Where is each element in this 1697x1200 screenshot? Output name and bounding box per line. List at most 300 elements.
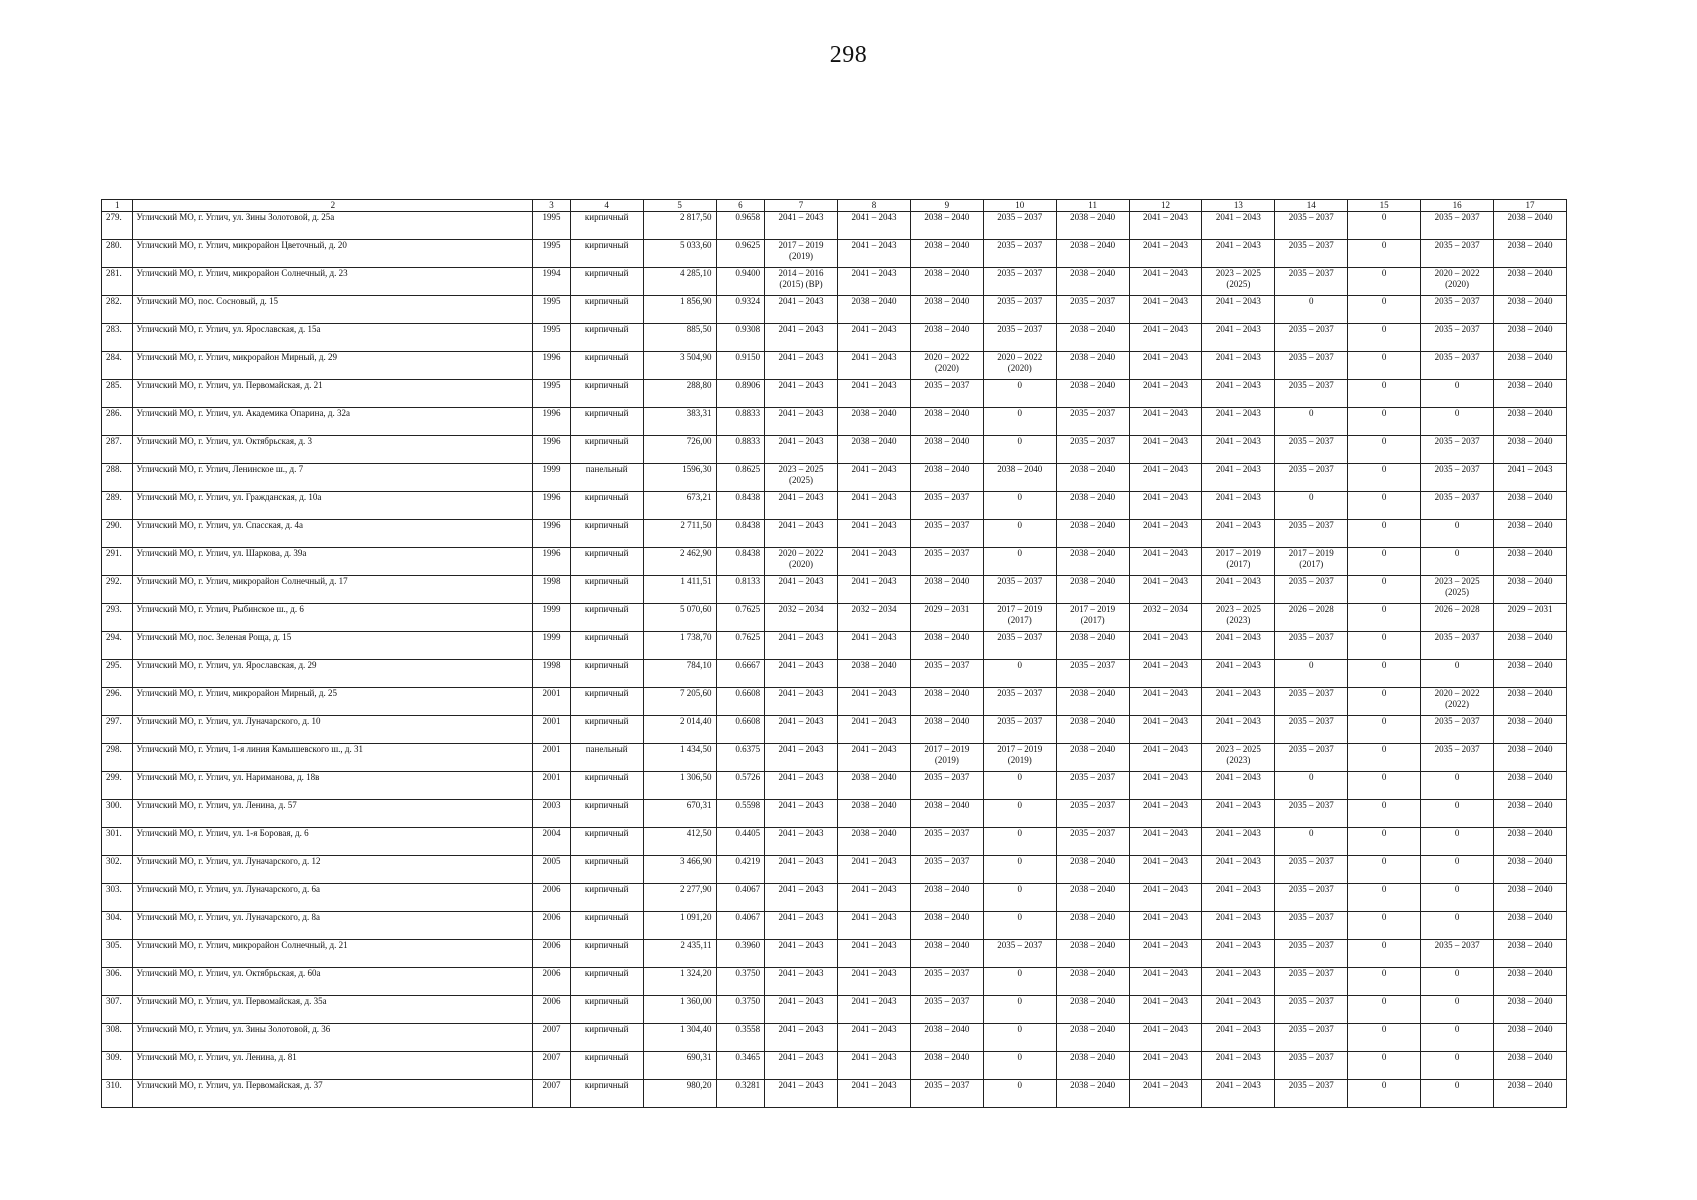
cell-line: (2017) xyxy=(1080,615,1105,625)
table-cell: 2038 – 2040 xyxy=(1056,548,1129,576)
address-cell: Угличский МО, г. Углич, ул. Ярославская, д. 15а xyxy=(133,324,533,352)
table-cell: 2041 – 2043 xyxy=(1129,324,1202,352)
table-cell: 2041 – 2043 xyxy=(1129,1024,1202,1052)
table-cell: 2041 – 2043 xyxy=(1202,520,1275,548)
table-cell: 0 xyxy=(1348,604,1421,632)
table-cell: 2038 – 2040 xyxy=(1494,576,1567,604)
address-cell: Угличский МО, г. Углич, 1-я линия Камышевского ш., д. 31 xyxy=(133,744,533,772)
table-cell: 2041 – 2043 xyxy=(838,492,911,520)
address-cell: Угличский МО, г. Углич, ул. Академика Опарина, д. 32а xyxy=(133,408,533,436)
address-cell: Угличский МО, г. Углич, ул. Луначарского, д. 8а xyxy=(133,912,533,940)
table-cell: 2041 – 2043 xyxy=(838,912,911,940)
address-cell: Угличский МО, г. Углич, ул. 1-я Боровая, д. 6 xyxy=(133,828,533,856)
table-cell: 2041 – 2043 xyxy=(1202,240,1275,268)
table-cell: 0 xyxy=(1348,940,1421,968)
table-cell: 2038 – 2040 xyxy=(1494,688,1567,716)
table-cell: 2041 – 2043 xyxy=(765,380,838,408)
table-cell: 1999 xyxy=(533,464,570,492)
column-number-cell: 4 xyxy=(570,200,643,212)
cell-line: (2017) xyxy=(1299,559,1324,569)
table-cell: 2032 – 2034 xyxy=(838,604,911,632)
table-cell: 2035 – 2037 xyxy=(983,268,1056,296)
table-cell: 0 xyxy=(1421,772,1494,800)
repair-schedule-table xyxy=(101,199,1567,1108)
table-cell: 0 xyxy=(1421,660,1494,688)
table-cell: 2041 – 2043 xyxy=(1129,996,1202,1024)
table-cell: 2038 – 2040 xyxy=(910,240,983,268)
table-cell: 2041 – 2043 xyxy=(1129,716,1202,744)
table-cell: 2041 – 2043 xyxy=(1129,240,1202,268)
table-cell: 2035 – 2037 xyxy=(983,940,1056,968)
cell-line: (2019) xyxy=(789,251,814,261)
table-row xyxy=(102,352,1567,380)
table-row xyxy=(102,548,1567,576)
table-cell: 0.6608 xyxy=(716,688,765,716)
table-cell: 2041 – 2043 xyxy=(765,352,838,380)
table-cell xyxy=(765,240,838,268)
table-cell: 2041 – 2043 xyxy=(838,1052,911,1080)
table-cell: 2041 – 2043 xyxy=(765,968,838,996)
table-cell: 2041 – 2043 xyxy=(1202,1080,1275,1108)
table-cell: 2007 xyxy=(533,1052,570,1080)
table-cell: 2041 – 2043 xyxy=(1129,520,1202,548)
table-cell: 2038 – 2040 xyxy=(1056,940,1129,968)
table-cell: 2041 – 2043 xyxy=(765,1052,838,1080)
table-cell: 2041 – 2043 xyxy=(765,716,838,744)
table-cell: 2041 – 2043 xyxy=(1202,1052,1275,1080)
cell-line: 2017 – 2019 xyxy=(1070,604,1116,614)
table-cell: 0.6667 xyxy=(716,660,765,688)
table-cell: 2041 – 2043 xyxy=(1129,380,1202,408)
table-cell: 2035 – 2037 xyxy=(1275,1080,1348,1108)
table-cell xyxy=(1275,548,1348,576)
table-cell: 0 xyxy=(1421,380,1494,408)
table-cell: 2041 – 2043 xyxy=(765,1024,838,1052)
column-number-cell: 16 xyxy=(1421,200,1494,212)
table-cell: 1 856,90 xyxy=(643,296,716,324)
table-cell: 0 xyxy=(1348,632,1421,660)
table-cell: 2035 – 2037 xyxy=(1421,240,1494,268)
table-cell: 2038 – 2040 xyxy=(1494,828,1567,856)
table-cell: 2035 – 2037 xyxy=(1421,492,1494,520)
table-cell: 1 306,50 xyxy=(643,772,716,800)
table-cell: 0 xyxy=(1348,492,1421,520)
cell-line: 2017 – 2019 xyxy=(1288,548,1334,558)
table-cell: 2035 – 2037 xyxy=(983,240,1056,268)
table-cell: 297. xyxy=(102,716,133,744)
table-cell: 2041 – 2043 xyxy=(838,464,911,492)
table-cell: 0 xyxy=(983,968,1056,996)
table-cell: 2007 xyxy=(533,1080,570,1108)
table-cell xyxy=(1421,576,1494,604)
table-cell: 2041 – 2043 xyxy=(765,688,838,716)
table-cell: 0 xyxy=(1421,996,1494,1024)
table-cell: 4 285,10 xyxy=(643,268,716,296)
table-cell: 2041 – 2043 xyxy=(1129,828,1202,856)
table-cell: 2041 – 2043 xyxy=(838,884,911,912)
table-cell: 0 xyxy=(1348,716,1421,744)
table-cell: 0.3558 xyxy=(716,1024,765,1052)
column-number-cell: 6 xyxy=(716,200,765,212)
table-cell: 0 xyxy=(983,912,1056,940)
table-cell xyxy=(1421,268,1494,296)
address-cell: Угличский МО, пос. Зеленая Роща, д. 15 xyxy=(133,632,533,660)
table-cell: 0 xyxy=(1348,688,1421,716)
table-cell: 2035 – 2037 xyxy=(910,548,983,576)
table-cell: 0 xyxy=(1348,884,1421,912)
table-cell: 2041 – 2043 xyxy=(765,492,838,520)
column-number-cell: 15 xyxy=(1348,200,1421,212)
table-cell: 2004 xyxy=(533,828,570,856)
table-row xyxy=(102,324,1567,352)
table-cell: 2038 – 2040 xyxy=(910,716,983,744)
table-cell: 2041 – 2043 xyxy=(1129,968,1202,996)
cell-line: (2025) xyxy=(1226,279,1251,289)
table-cell: 0 xyxy=(983,772,1056,800)
table-cell: 2038 – 2040 xyxy=(1494,408,1567,436)
table-cell: 2035 – 2037 xyxy=(910,828,983,856)
table-cell: 2035 – 2037 xyxy=(1421,716,1494,744)
column-number-cell: 10 xyxy=(983,200,1056,212)
table-cell: 2041 – 2043 xyxy=(1129,856,1202,884)
table-cell: 1 411,51 xyxy=(643,576,716,604)
cell-line: 2017 – 2019 xyxy=(778,240,824,250)
address-cell: Угличский МО, г. Углич, ул. Октябрьская, д. 60а xyxy=(133,968,533,996)
table-cell: 2038 – 2040 xyxy=(1056,268,1129,296)
table-cell: 0.9400 xyxy=(716,268,765,296)
table-cell: 2038 – 2040 xyxy=(1056,576,1129,604)
table-cell: 2006 xyxy=(533,940,570,968)
table-cell: 0 xyxy=(1348,520,1421,548)
table-cell xyxy=(1202,548,1275,576)
table-cell: 2035 – 2037 xyxy=(1275,352,1348,380)
table-cell: 2035 – 2037 xyxy=(983,632,1056,660)
table-cell: кирпичный xyxy=(570,800,643,828)
table-cell: кирпичный xyxy=(570,212,643,240)
column-number-cell: 1 xyxy=(102,200,133,212)
table-cell: 2035 – 2037 xyxy=(1275,632,1348,660)
table-cell: 0 xyxy=(1421,1052,1494,1080)
table-cell: 2035 – 2037 xyxy=(1421,940,1494,968)
table-cell: 0 xyxy=(983,436,1056,464)
table-cell: 670,31 xyxy=(643,800,716,828)
table-cell: 295. xyxy=(102,660,133,688)
table-cell: 2041 – 2043 xyxy=(838,856,911,884)
table-cell: 308. xyxy=(102,1024,133,1052)
table-cell: 2035 – 2037 xyxy=(910,520,983,548)
table-cell: 0 xyxy=(1275,828,1348,856)
table-cell xyxy=(1202,268,1275,296)
table-cell: 2035 – 2037 xyxy=(1275,436,1348,464)
table-cell: 0 xyxy=(1348,912,1421,940)
table-cell: 0 xyxy=(1275,660,1348,688)
table-cell: 2038 – 2040 xyxy=(1494,660,1567,688)
table-cell: 2038 – 2040 xyxy=(1056,520,1129,548)
table-row xyxy=(102,688,1567,716)
cell-line: (2025) xyxy=(789,475,814,485)
table-cell: 2006 xyxy=(533,968,570,996)
table-cell: 2041 – 2043 xyxy=(1202,492,1275,520)
table-cell: 2035 – 2037 xyxy=(1421,296,1494,324)
table-cell: 0 xyxy=(983,492,1056,520)
table-cell: 2038 – 2040 xyxy=(910,576,983,604)
table-cell: 2038 – 2040 xyxy=(1494,548,1567,576)
table-cell: 2041 – 2043 xyxy=(1202,436,1275,464)
table-cell: кирпичный xyxy=(570,408,643,436)
table-cell: 2035 – 2037 xyxy=(1421,352,1494,380)
table-cell xyxy=(983,352,1056,380)
table-cell: 2038 – 2040 xyxy=(910,1052,983,1080)
table-cell: 2041 – 2043 xyxy=(765,744,838,772)
table-cell: 2032 – 2034 xyxy=(765,604,838,632)
table-cell: 2038 – 2040 xyxy=(838,800,911,828)
table-cell: 2038 – 2040 xyxy=(1494,212,1567,240)
table-cell xyxy=(1421,688,1494,716)
table-cell: кирпичный xyxy=(570,688,643,716)
table-cell: 2041 – 2043 xyxy=(1129,940,1202,968)
cell-line: 2020 – 2022 xyxy=(997,352,1043,362)
table-cell: 0 xyxy=(983,380,1056,408)
table-cell: 2041 – 2043 xyxy=(838,576,911,604)
table-cell: 0 xyxy=(983,884,1056,912)
table-cell: кирпичный xyxy=(570,632,643,660)
table-cell: 1999 xyxy=(533,604,570,632)
table-cell: 980,20 xyxy=(643,1080,716,1108)
table-cell: 2038 – 2040 xyxy=(838,828,911,856)
address-cell: Угличский МО, г. Углич, ул. Нариманова, д. 18в xyxy=(133,772,533,800)
table-cell: 2006 xyxy=(533,912,570,940)
table-cell: 2003 xyxy=(533,800,570,828)
table-cell: 2038 – 2040 xyxy=(1494,996,1567,1024)
table-cell: 1 091,20 xyxy=(643,912,716,940)
table-cell: 2 817,50 xyxy=(643,212,716,240)
cell-line: 2020 – 2022 xyxy=(924,352,970,362)
table-cell: 2038 – 2040 xyxy=(838,296,911,324)
table-cell: 284. xyxy=(102,352,133,380)
table-cell: 1 324,20 xyxy=(643,968,716,996)
cell-line: (2015) (ВР) xyxy=(779,279,823,289)
table-row xyxy=(102,996,1567,1024)
address-cell: Угличский МО, г. Углич, микрорайон Солнечный, д. 17 xyxy=(133,576,533,604)
table-cell: 0.8625 xyxy=(716,464,765,492)
table-cell: 0.8833 xyxy=(716,436,765,464)
cell-line: 2017 – 2019 xyxy=(1215,548,1261,558)
table-cell: 296. xyxy=(102,688,133,716)
table-cell: 0 xyxy=(1348,1052,1421,1080)
table-cell: 2035 – 2037 xyxy=(1275,856,1348,884)
cell-line: 2023 – 2025 xyxy=(1215,744,1261,754)
table-cell: 2035 – 2037 xyxy=(983,212,1056,240)
table-cell: 2038 – 2040 xyxy=(1494,772,1567,800)
table-cell: кирпичный xyxy=(570,548,643,576)
table-cell: кирпичный xyxy=(570,660,643,688)
table-cell: 0.4219 xyxy=(716,856,765,884)
cell-line: 2023 – 2025 xyxy=(1215,604,1261,614)
table-cell: 2041 – 2043 xyxy=(765,912,838,940)
table-cell: 2041 – 2043 xyxy=(1202,716,1275,744)
table-cell: 2041 – 2043 xyxy=(838,520,911,548)
table-cell: кирпичный xyxy=(570,436,643,464)
table-cell: 2038 – 2040 xyxy=(1494,324,1567,352)
table-cell: 0 xyxy=(1348,268,1421,296)
table-cell: 281. xyxy=(102,268,133,296)
table-cell: 2038 – 2040 xyxy=(1494,520,1567,548)
table-cell: 0 xyxy=(1348,240,1421,268)
table-cell: 0.3750 xyxy=(716,996,765,1024)
table-cell: 2035 – 2037 xyxy=(1421,464,1494,492)
table-row xyxy=(102,968,1567,996)
table-cell: 2041 – 2043 xyxy=(1129,884,1202,912)
table-cell: 2038 – 2040 xyxy=(910,632,983,660)
table-row xyxy=(102,772,1567,800)
table-cell: 2035 – 2037 xyxy=(1056,660,1129,688)
table-cell: 2041 – 2043 xyxy=(838,1024,911,1052)
table-cell: 2038 – 2040 xyxy=(910,464,983,492)
table-cell: 0 xyxy=(1421,800,1494,828)
table-cell: 0 xyxy=(983,800,1056,828)
table-cell: 5 033,60 xyxy=(643,240,716,268)
table-cell: кирпичный xyxy=(570,296,643,324)
table-cell: 2038 – 2040 xyxy=(1056,744,1129,772)
address-cell: Угличский МО, г. Углич, ул. Луначарского, д. 10 xyxy=(133,716,533,744)
table-cell: 0 xyxy=(983,996,1056,1024)
table-cell: 2041 – 2043 xyxy=(838,548,911,576)
table-cell: кирпичный xyxy=(570,1052,643,1080)
table-cell xyxy=(1202,604,1275,632)
table-cell: 2026 – 2028 xyxy=(1275,604,1348,632)
table-cell: 292. xyxy=(102,576,133,604)
table-cell: 2005 xyxy=(533,856,570,884)
table-cell: 0 xyxy=(983,408,1056,436)
table-cell: 2035 – 2037 xyxy=(983,688,1056,716)
table-cell: 2035 – 2037 xyxy=(910,380,983,408)
table-cell: 0.3465 xyxy=(716,1052,765,1080)
table-cell: 0.5598 xyxy=(716,800,765,828)
table-cell: 1995 xyxy=(533,380,570,408)
table-cell: 1995 xyxy=(533,240,570,268)
table-cell: 0 xyxy=(1275,296,1348,324)
table-cell: 2041 – 2043 xyxy=(1129,296,1202,324)
table-cell: 0 xyxy=(1348,968,1421,996)
table-cell: 2038 – 2040 xyxy=(910,940,983,968)
table-cell: 0.4067 xyxy=(716,912,765,940)
table-cell: 0 xyxy=(1275,492,1348,520)
address-cell: Угличский МО, г. Углич, ул. Луначарского, д. 6а xyxy=(133,884,533,912)
table-cell: 1 738,70 xyxy=(643,632,716,660)
table-cell: 2038 – 2040 xyxy=(1494,1024,1567,1052)
address-cell: Угличский МО, г. Углич, ул. Ленина, д. 57 xyxy=(133,800,533,828)
table-cell: 2041 – 2043 xyxy=(765,800,838,828)
table-cell: кирпичный xyxy=(570,520,643,548)
table-cell: 0.3750 xyxy=(716,968,765,996)
table-cell: 1995 xyxy=(533,296,570,324)
table-cell: 0.8438 xyxy=(716,520,765,548)
table-cell: кирпичный xyxy=(570,772,643,800)
table-cell: кирпичный xyxy=(570,856,643,884)
address-cell: Угличский МО, г. Углич, микрорайон Мирный, д. 29 xyxy=(133,352,533,380)
table-cell: 2041 – 2043 xyxy=(1129,1052,1202,1080)
table-cell: 2038 – 2040 xyxy=(1494,856,1567,884)
table-cell: 0 xyxy=(983,1080,1056,1108)
table-cell: 0.8438 xyxy=(716,548,765,576)
table-cell: 2038 – 2040 xyxy=(910,1024,983,1052)
table-cell: 2041 – 2043 xyxy=(765,828,838,856)
table-cell: 2041 – 2043 xyxy=(765,1080,838,1108)
table-cell: 2038 – 2040 xyxy=(1494,436,1567,464)
table-cell: 2041 – 2043 xyxy=(765,296,838,324)
table-cell: 2041 – 2043 xyxy=(1129,436,1202,464)
table-cell: 2038 – 2040 xyxy=(910,296,983,324)
address-cell: Угличский МО, г. Углич, ул. Шаркова, д. 39а xyxy=(133,548,533,576)
table-cell: 280. xyxy=(102,240,133,268)
table-cell: 0.9658 xyxy=(716,212,765,240)
table-cell: 2001 xyxy=(533,744,570,772)
table-cell: 0.3960 xyxy=(716,940,765,968)
table-row xyxy=(102,856,1567,884)
table-cell: 0 xyxy=(983,1024,1056,1052)
table-cell: 2035 – 2037 xyxy=(1275,996,1348,1024)
table-cell: 1998 xyxy=(533,660,570,688)
address-cell: Угличский МО, г. Углич, ул. Спасская, д. 4а xyxy=(133,520,533,548)
table-cell: 2 277,90 xyxy=(643,884,716,912)
table-cell: 2041 – 2043 xyxy=(1202,1024,1275,1052)
table-cell: 2038 – 2040 xyxy=(1494,632,1567,660)
table-cell: кирпичный xyxy=(570,604,643,632)
table-cell: 1996 xyxy=(533,492,570,520)
table-cell: 2041 – 2043 xyxy=(765,212,838,240)
table-cell: 0 xyxy=(1348,408,1421,436)
table-cell: 2038 – 2040 xyxy=(1056,352,1129,380)
table-cell: 2041 – 2043 xyxy=(1202,884,1275,912)
table-row xyxy=(102,268,1567,296)
table-cell: 2041 – 2043 xyxy=(1129,492,1202,520)
cell-line: (2020) xyxy=(1007,363,1032,373)
table-cell: 2035 – 2037 xyxy=(1056,296,1129,324)
table-cell: кирпичный xyxy=(570,940,643,968)
table-cell: 3 466,90 xyxy=(643,856,716,884)
table-cell: 2041 – 2043 xyxy=(765,884,838,912)
table-cell: 2041 – 2043 xyxy=(1202,632,1275,660)
table-cell: 2041 – 2043 xyxy=(1202,912,1275,940)
table-cell: 2041 – 2043 xyxy=(765,408,838,436)
table-cell: 2041 – 2043 xyxy=(765,996,838,1024)
table-cell: 2038 – 2040 xyxy=(1056,212,1129,240)
table-row xyxy=(102,1052,1567,1080)
table-cell: 2038 – 2040 xyxy=(910,212,983,240)
table-cell: 2038 – 2040 xyxy=(1494,1080,1567,1108)
table-cell: 2041 – 2043 xyxy=(1202,996,1275,1024)
table-cell: 0 xyxy=(1421,828,1494,856)
table-cell: 2035 – 2037 xyxy=(1275,1024,1348,1052)
table-cell: 2035 – 2037 xyxy=(1275,716,1348,744)
table-cell: кирпичный xyxy=(570,828,643,856)
table-cell: 2038 – 2040 xyxy=(1056,996,1129,1024)
table-row xyxy=(102,940,1567,968)
table-cell: 0.8438 xyxy=(716,492,765,520)
table-cell: 279. xyxy=(102,212,133,240)
table-cell: кирпичный xyxy=(570,380,643,408)
table-cell: 0.9150 xyxy=(716,352,765,380)
table-cell: 2041 – 2043 xyxy=(1129,1080,1202,1108)
table-cell: 2041 – 2043 xyxy=(765,576,838,604)
table-cell: 2038 – 2040 xyxy=(1494,352,1567,380)
table-cell: 2035 – 2037 xyxy=(1421,212,1494,240)
table-cell xyxy=(983,604,1056,632)
table-cell: 303. xyxy=(102,884,133,912)
table-cell: 0 xyxy=(1348,576,1421,604)
cell-line: 2020 – 2022 xyxy=(1434,268,1480,278)
table-cell: 288. xyxy=(102,464,133,492)
